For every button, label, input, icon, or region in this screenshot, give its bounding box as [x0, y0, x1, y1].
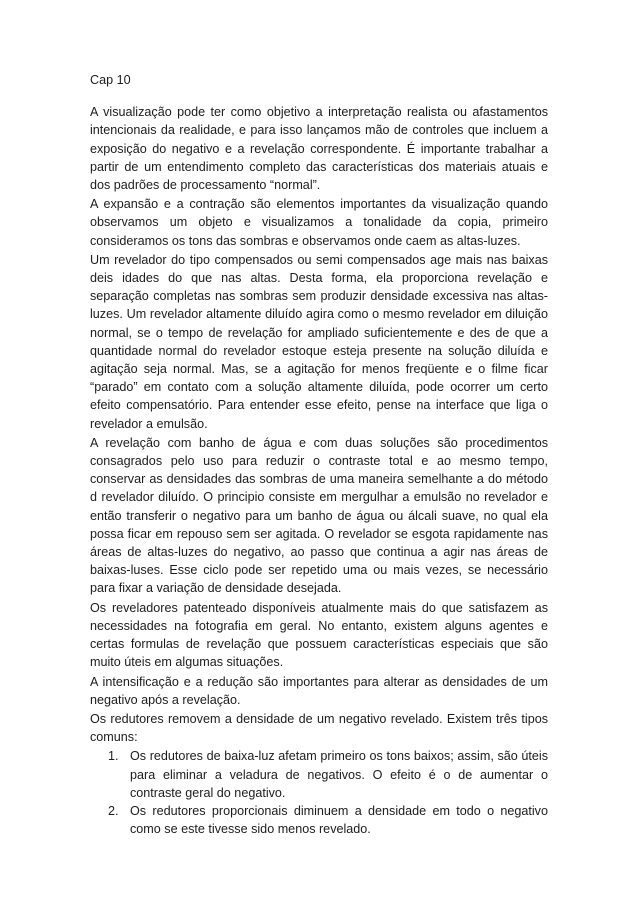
list-item-text: Os redutores de baixa-luz afetam primeiro os tons baixos; assim, são úteis para eliminar a veladura de negativos. O efeito é o de aumentar o contraste geral do negativo.: [130, 749, 548, 800]
paragraph-revelador-compensado: Um revelador do tipo compensados ou semi compensados age mais nas baixas deis idades do que nas altas. Desta forma, ela proporciona revelação e separação completas nas sombras sem produzir densidade excessiva nas altas-luzes. Um revelador altamente diluído agira como o mesmo revelador em diluição normal, se o tempo de revelação for ampliado suficientemente e des de que a quantidade normal do revelador estoque esteja presente na solução diluída e agitação seja normal. Mas, se a agitação for menos freqüente e o filme ficar “parado” em contato com a solução altamente diluída, pode ocorrer um certo efeito compensatório. Para entender esse efeito, pense na interface que liga o revelador a emulsão.: [90, 252, 548, 431]
paragraph-visualizacao: A visualização pode ter como objetivo a interpretação realista ou afastamentos intencionais da realidade, e para isso lançamos mão de controles que incluem a exposição do negativo e a revelação correspondente. É importante trabalhar a partir de um entendimento completo das características dos materiais atuais e dos padrões de processamento “normal”.: [90, 105, 548, 193]
paragraph-redutores: Os redutores removem a densidade de um negativo revelado. Existem três tipos comuns:: [90, 711, 548, 745]
paragraph-intensificacao: A intensificação e a redução são importantes para alterar as densidades de um negativo após a revelação.: [90, 674, 548, 707]
list-item-number: 2.: [108, 803, 119, 818]
paragraph-reveladores-patenteados: Os reveladores patenteado disponíveis atualmente mais do que satisfazem as necessidades na fotografia em geral. No entanto, existem alguns agentes e certas formulas de revelação que possuem características especiais que são muito úteis em algumas situações.: [90, 600, 548, 670]
document-page: [90, 71, 548, 838]
list-item-number: 1.: [108, 749, 119, 764]
paragraph-expansao: A expansão e a contração são elementos importantes da visualização quando observamos um objeto e visualizamos a tonalidade da copia, primeiro consideramos os tons das sombras e observamos onde caem as altas-luzes.: [90, 197, 548, 248]
list-item: [90, 802, 548, 838]
paragraph-banho-de-agua: A revelação com banho de água e com duas soluções são procedimentos consagrados pelo uso para reduzir o contraste total e ao mesmo tempo, conservar as densidades das sombras de uma maneira semelhante a do método d revelador diluído. O principio consiste em mergulhar a emulsão no revelador e então transferir o negativo para um banho de água ou álcali suave, no qual ela possa ficar em repouso sem ser agitada. O revelador se esgota rapidamente nas áreas de altas-luzes do negativo, ao passo que continua a agir nas áreas de baixas-luses. Esse ciclo pode ser repetido uma ou mais vezes, se necessário para fixar a variação de densidade desejada.: [90, 435, 548, 596]
chapter-heading: Cap 10: [90, 73, 131, 87]
list-item-text: Os redutores proporcionais diminuem a densidade em todo o negativo como se este tivesse sido menos revelado.: [130, 803, 548, 837]
list-item: [90, 747, 548, 802]
redutores-list: [90, 747, 548, 838]
